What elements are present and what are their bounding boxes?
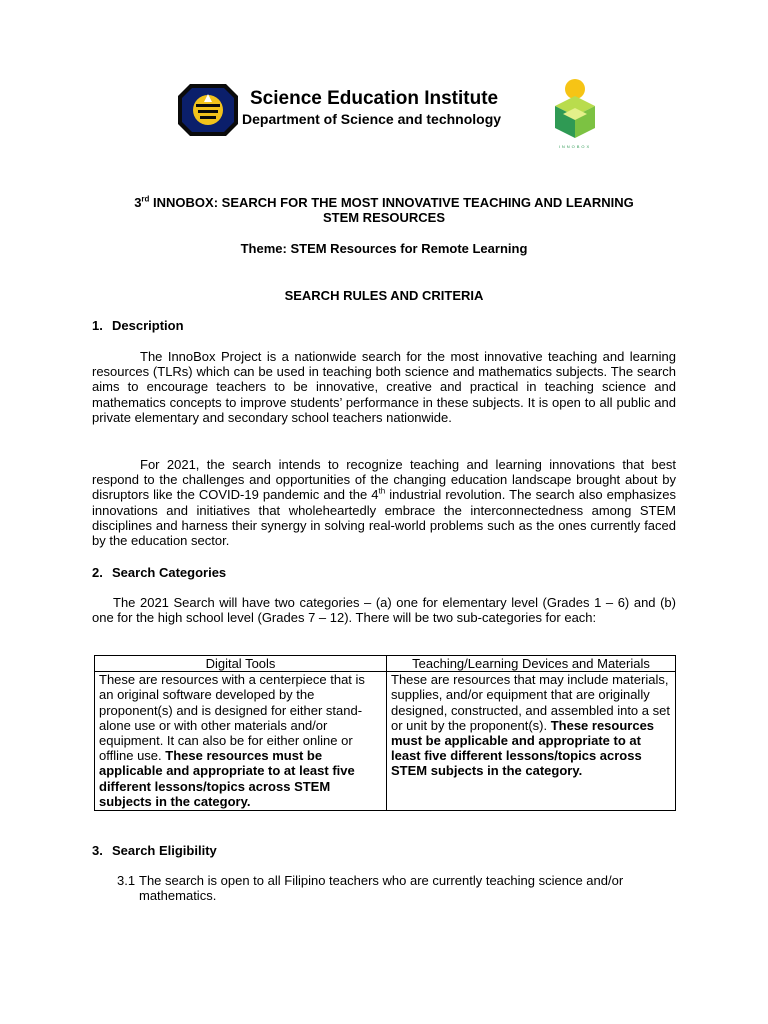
org-title: Science Education Institute xyxy=(250,88,499,109)
doc-rules-heading: SEARCH RULES AND CRITERIA xyxy=(284,288,484,303)
section-1-paragraph-1: The InnoBox Project is a nationwide search for the most innovative teaching and learning resources (TLRs) which can be used in teaching both science and mathematics subjects. The search aims to encourage teachers to be innovative, creative and practical in teaching science and mathematics concepts to improve students’ performance in these subjects. It is open to all public and private elementary and secondary school teachers nationwide. xyxy=(92,349,676,425)
section-3-item-1: 3.1 The search is open to all Filipino teachers who are currently teaching science and/or mathematics. xyxy=(117,873,624,904)
doc-title-line1: 3rd INNOBOX: SEARCH FOR THE MOST INNOVATIVE TEACHING AND LEARNING xyxy=(134,194,634,210)
table-header-devices-materials: Teaching/Learning Devices and Materials xyxy=(387,656,676,672)
doc-title xyxy=(92,195,676,225)
doc-title-line2: STEM RESOURCES xyxy=(322,210,446,225)
innobox-logo-text: INNOBOX xyxy=(558,144,592,149)
section-2-intro: The 2021 Search will have two categories – (a) one for elementary level (Grades 1 – 6) and (b) one for the high school level (Grades 7 – 12). There will be two sub-categories for each: xyxy=(92,595,676,626)
table-header-digital-tools: Digital Tools xyxy=(95,656,387,672)
org-department: Department of Science and technology xyxy=(242,111,502,127)
innobox-logo xyxy=(546,78,604,150)
section-1-paragraph-2: For 2021, the search intends to recognize teaching and learning innovations that best respond to the challenges and opportunities of the changing education landscape brought about by disruptors like the COVID-19 pandemic and the 4th industrial revolution. The search also emphasizes innovations and initiatives that wholeheartedly embrace the interconnectedness among STEM disciplines and harness their synergy in solving real-world problems such as the ones currently faced by the education sector. xyxy=(92,457,676,549)
table-cell-digital-tools: These are resources with a centerpiece that is an original software developed by the proponent(s) and is designed for either stand-alone use or with other materials and/or equipment. It can also be for either online or offline use. These resources must be applicable and appropriate to at least five different lessons/topics across STEM subjects in the category. xyxy=(95,672,387,811)
section-1-heading: 1. Description xyxy=(92,318,184,333)
table-cell-devices-materials: These are resources that may include materials, supplies, and/or equipment that are originally designed, constructed, and assembled into a set or unit by the proponent(s). These resources must be applicable and appropriate to at least five different lessons/topics across STEM subjects in the category. xyxy=(387,672,676,811)
section-2-heading: 2. Search Categories xyxy=(92,565,227,580)
table-header-row xyxy=(95,656,676,672)
section-3-heading: 3. Search Eligibility xyxy=(92,843,217,858)
sei-logo xyxy=(178,84,238,136)
categories-table xyxy=(94,655,676,811)
doc-theme: Theme: STEM Resources for Remote Learning xyxy=(240,241,528,256)
table-row xyxy=(95,672,676,811)
